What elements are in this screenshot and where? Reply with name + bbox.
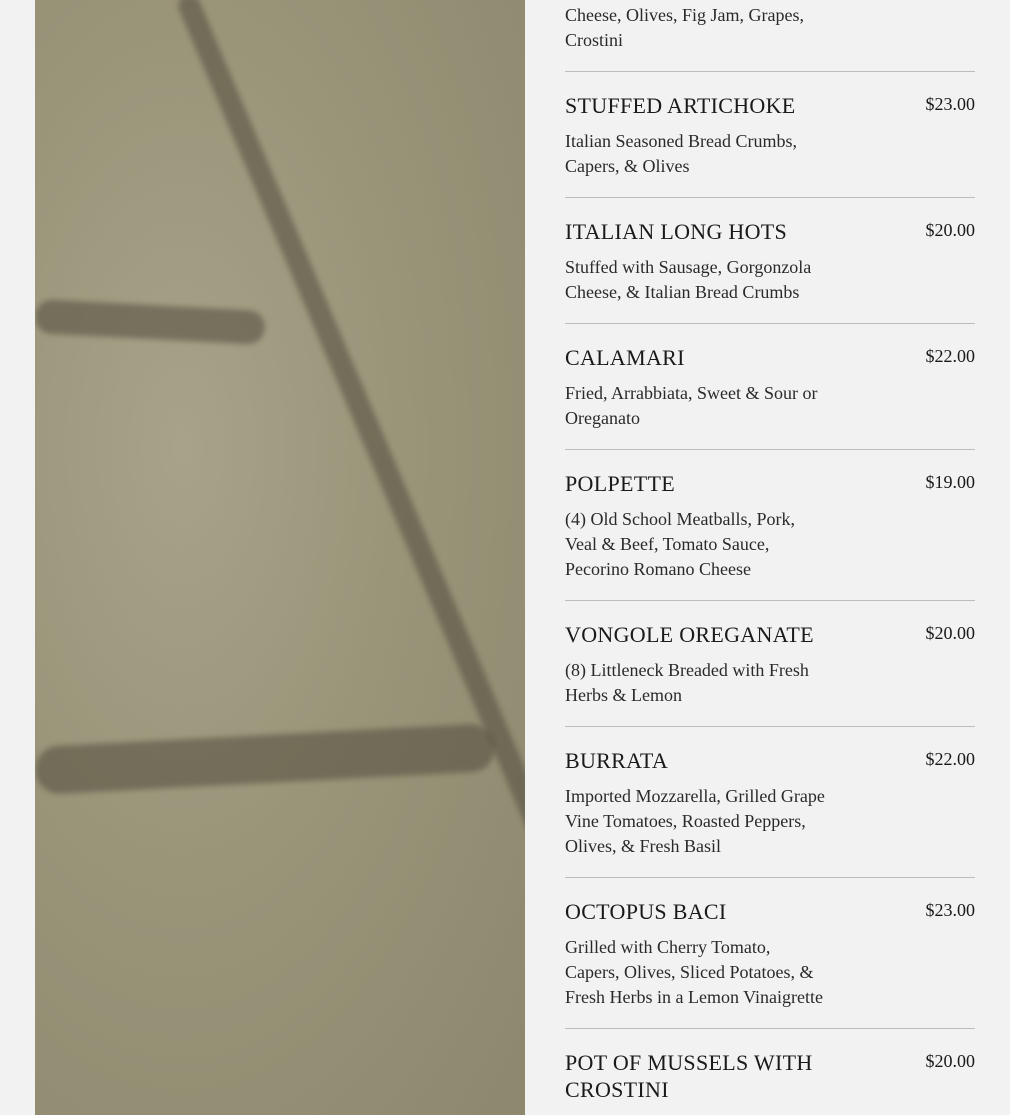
- food-photo: [35, 0, 525, 1115]
- menu-item-header: [565, 92, 975, 119]
- photo-texture-line: [35, 723, 496, 795]
- menu-item: [565, 601, 975, 727]
- menu-item: [565, 1029, 975, 1115]
- menu-item-name: STUFFED ARTICHOKE: [565, 93, 796, 118]
- menu-item-description: Grilled with Cherry Tomato, Capers, Olives, Sliced Potatoes, & Fresh Herbs in a Lemon Vinaigrette: [565, 937, 824, 1007]
- menu-item-description: Fried, Arrabbiata, Sweet & Sour or Oreganato: [565, 383, 818, 428]
- menu-item-name: BURRATA: [565, 748, 669, 773]
- menu-item: [565, 450, 975, 601]
- menu-item-name: CALAMARI: [565, 345, 685, 370]
- menu-item-header: [565, 621, 975, 648]
- menu-item-name: POT OF MUSSELS WITH CROSTINI: [565, 1050, 813, 1102]
- menu-item-header: [565, 218, 975, 245]
- menu-item: [565, 0, 975, 72]
- menu-item-header: [565, 344, 975, 371]
- menu-item-price: $23.00: [925, 94, 975, 114]
- menu-item-description: Imported Mozzarella, Grilled Grape Vine Tomatoes, Roasted Peppers, Olives, & Fresh Basil: [565, 786, 825, 856]
- menu-item: [565, 324, 975, 450]
- menu-item-price: $19.00: [925, 472, 975, 492]
- menu-item-description: Stuffed with Sausage, Gorgonzola Cheese, & Italian Bread Crumbs: [565, 257, 812, 302]
- menu-item-header: [565, 747, 975, 774]
- menu-item-price: $22.00: [925, 749, 975, 769]
- photo-texture-line: [175, 0, 525, 1105]
- menu-list: [565, 0, 975, 1115]
- menu-item-description: Cheese, Olives, Fig Jam, Grapes, Crostini: [565, 5, 804, 50]
- menu-item-name: POLPETTE: [565, 471, 675, 496]
- menu-item-header: [565, 898, 975, 925]
- menu-item-name: VONGOLE OREGANATE: [565, 622, 814, 647]
- menu-item-price: $20.00: [925, 623, 975, 643]
- menu-item: [565, 727, 975, 878]
- menu-item: [565, 198, 975, 324]
- menu-item-price: $20.00: [925, 1051, 975, 1071]
- menu-section: [565, 0, 975, 1115]
- menu-item-price: $23.00: [925, 900, 975, 920]
- menu-item: [565, 878, 975, 1029]
- menu-item-name: ITALIAN LONG HOTS: [565, 219, 788, 244]
- menu-item-description: (4) Old School Meatballs, Pork, Veal & Beef, Tomato Sauce, Pecorino Romano Cheese: [565, 509, 795, 579]
- menu-item-header: [565, 1049, 975, 1103]
- menu-item: [565, 72, 975, 198]
- menu-item-description: (8) Littleneck Breaded with Fresh Herbs & Lemon: [565, 660, 809, 705]
- menu-item-price: $20.00: [925, 220, 975, 240]
- menu-item-name: OCTOPUS BACI: [565, 899, 727, 924]
- menu-item-price: $22.00: [925, 346, 975, 366]
- menu-item-header: [565, 470, 975, 497]
- menu-item-description: Italian Seasoned Bread Crumbs, Capers, & Olives: [565, 131, 797, 176]
- photo-texture-line: [35, 299, 266, 345]
